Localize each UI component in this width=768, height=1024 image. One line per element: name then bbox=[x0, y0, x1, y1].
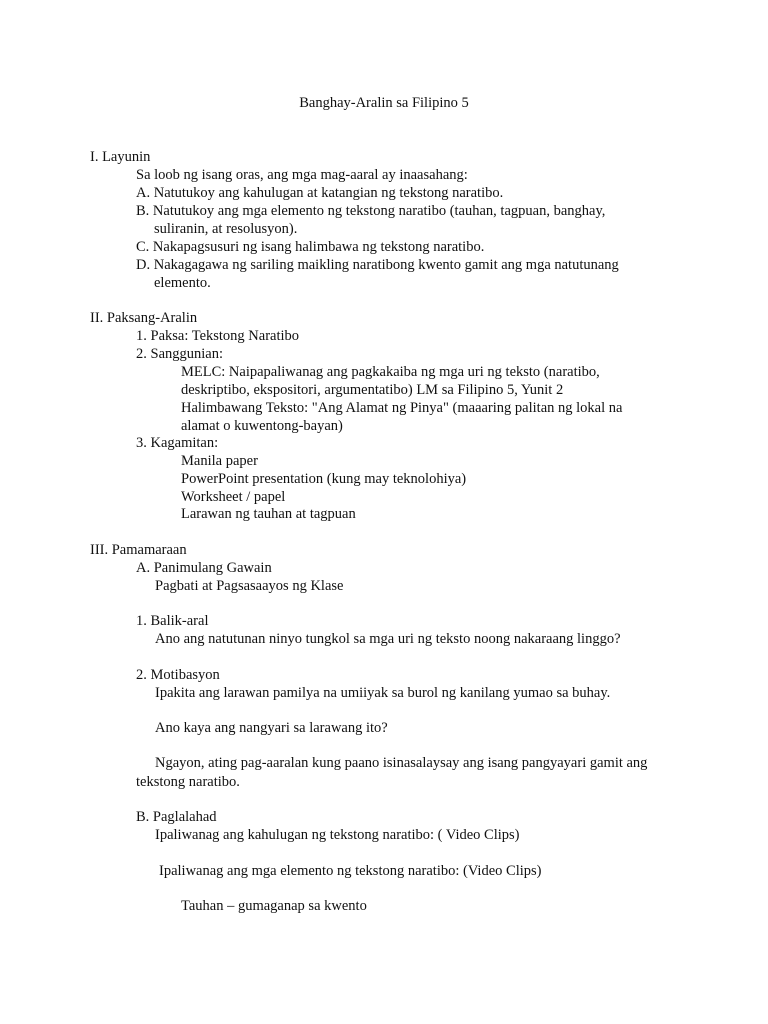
kagamitan-label: 3. Kagamitan: bbox=[136, 435, 219, 451]
paglalahad-text: Tauhan – gumaganap sa kwento bbox=[181, 898, 367, 914]
sanggunian-line: Halimbawang Teksto: "Ang Alamat ng Pinya" (maaaring palitan ng lokal na bbox=[181, 400, 623, 416]
sanggunian-label: 2. Sanggunian: bbox=[136, 346, 223, 362]
motibasyon-text: Ipakita ang larawan pamilya na umiiyak sa burol ng kanilang yumao sa buhay. bbox=[155, 685, 611, 701]
section-heading-layunin: I. Layunin bbox=[90, 149, 151, 165]
paglalahad-text: Ipaliwanag ang kahulugan ng tekstong naratibo: ( Video Clips) bbox=[155, 827, 520, 843]
section-heading-paksang-aralin: II. Paksang-Aralin bbox=[90, 310, 198, 326]
sanggunian-line: MELC: Naipapaliwanag ang pagkakaiba ng mga uri ng teksto (naratibo, bbox=[181, 364, 600, 380]
kagamitan-item: Manila paper bbox=[181, 453, 258, 469]
layunin-item-b-cont: suliranin, at resolusyon). bbox=[154, 221, 298, 237]
motibasyon-closing: Ngayon, ating pag-aaralan kung paano isinasalaysay ang isang pangyayari gamit ang bbox=[155, 755, 648, 771]
section-heading-pamamaraan: III. Pamamaraan bbox=[90, 542, 187, 558]
kagamitan-item: Worksheet / papel bbox=[181, 489, 286, 505]
motibasyon-question: Ano kaya ang nangyari sa larawang ito? bbox=[155, 720, 388, 736]
motibasyon-label: 2. Motibasyon bbox=[136, 667, 220, 683]
balik-aral-text: Ano ang natutunan ninyo tungkol sa mga uri ng teksto noong nakaraang linggo? bbox=[155, 631, 621, 647]
layunin-item-c: C. Nakapagsusuri ng isang halimbawa ng tekstong naratibo. bbox=[136, 239, 485, 255]
layunin-intro: Sa loob ng isang oras, ang mga mag-aaral ay inaasahang: bbox=[136, 167, 468, 183]
layunin-item-b: B. Natutukoy ang mga elemento ng tekstong naratibo (tauhan, tagpuan, banghay, bbox=[136, 203, 606, 219]
paglalahad-text: Ipaliwanag ang mga elemento ng tekstong naratibo: (Video Clips) bbox=[159, 863, 542, 879]
layunin-item-d: D. Nakagagawa ng sariling maikling naratibong kwento gamit ang mga natutunang bbox=[136, 257, 619, 273]
paglalahad-label: B. Paglalahad bbox=[136, 809, 217, 825]
sanggunian-line: deskriptibo, ekspositori, argumentatibo) LM sa Filipino 5, Yunit 2 bbox=[181, 382, 564, 398]
layunin-item-a: A. Natutukoy ang kahulugan at katangian ng tekstong naratibo. bbox=[136, 185, 504, 201]
kagamitan-item: Larawan ng tauhan at tagpuan bbox=[181, 506, 356, 522]
panimulang-gawain-text: Pagbati at Pagsasaayos ng Klase bbox=[155, 578, 344, 594]
sanggunian-line: alamat o kuwentong-bayan) bbox=[181, 418, 343, 434]
page-title: Banghay-Aralin sa Filipino 5 bbox=[299, 95, 469, 111]
panimulang-gawain-label: A. Panimulang Gawain bbox=[136, 560, 272, 576]
kagamitan-item: PowerPoint presentation (kung may teknolohiya) bbox=[181, 471, 467, 487]
layunin-item-d-cont: elemento. bbox=[154, 275, 211, 291]
paksa-line: 1. Paksa: Tekstong Naratibo bbox=[136, 328, 300, 344]
balik-aral-label: 1. Balik-aral bbox=[136, 613, 209, 629]
motibasyon-closing-cont: tekstong naratibo. bbox=[136, 774, 240, 790]
